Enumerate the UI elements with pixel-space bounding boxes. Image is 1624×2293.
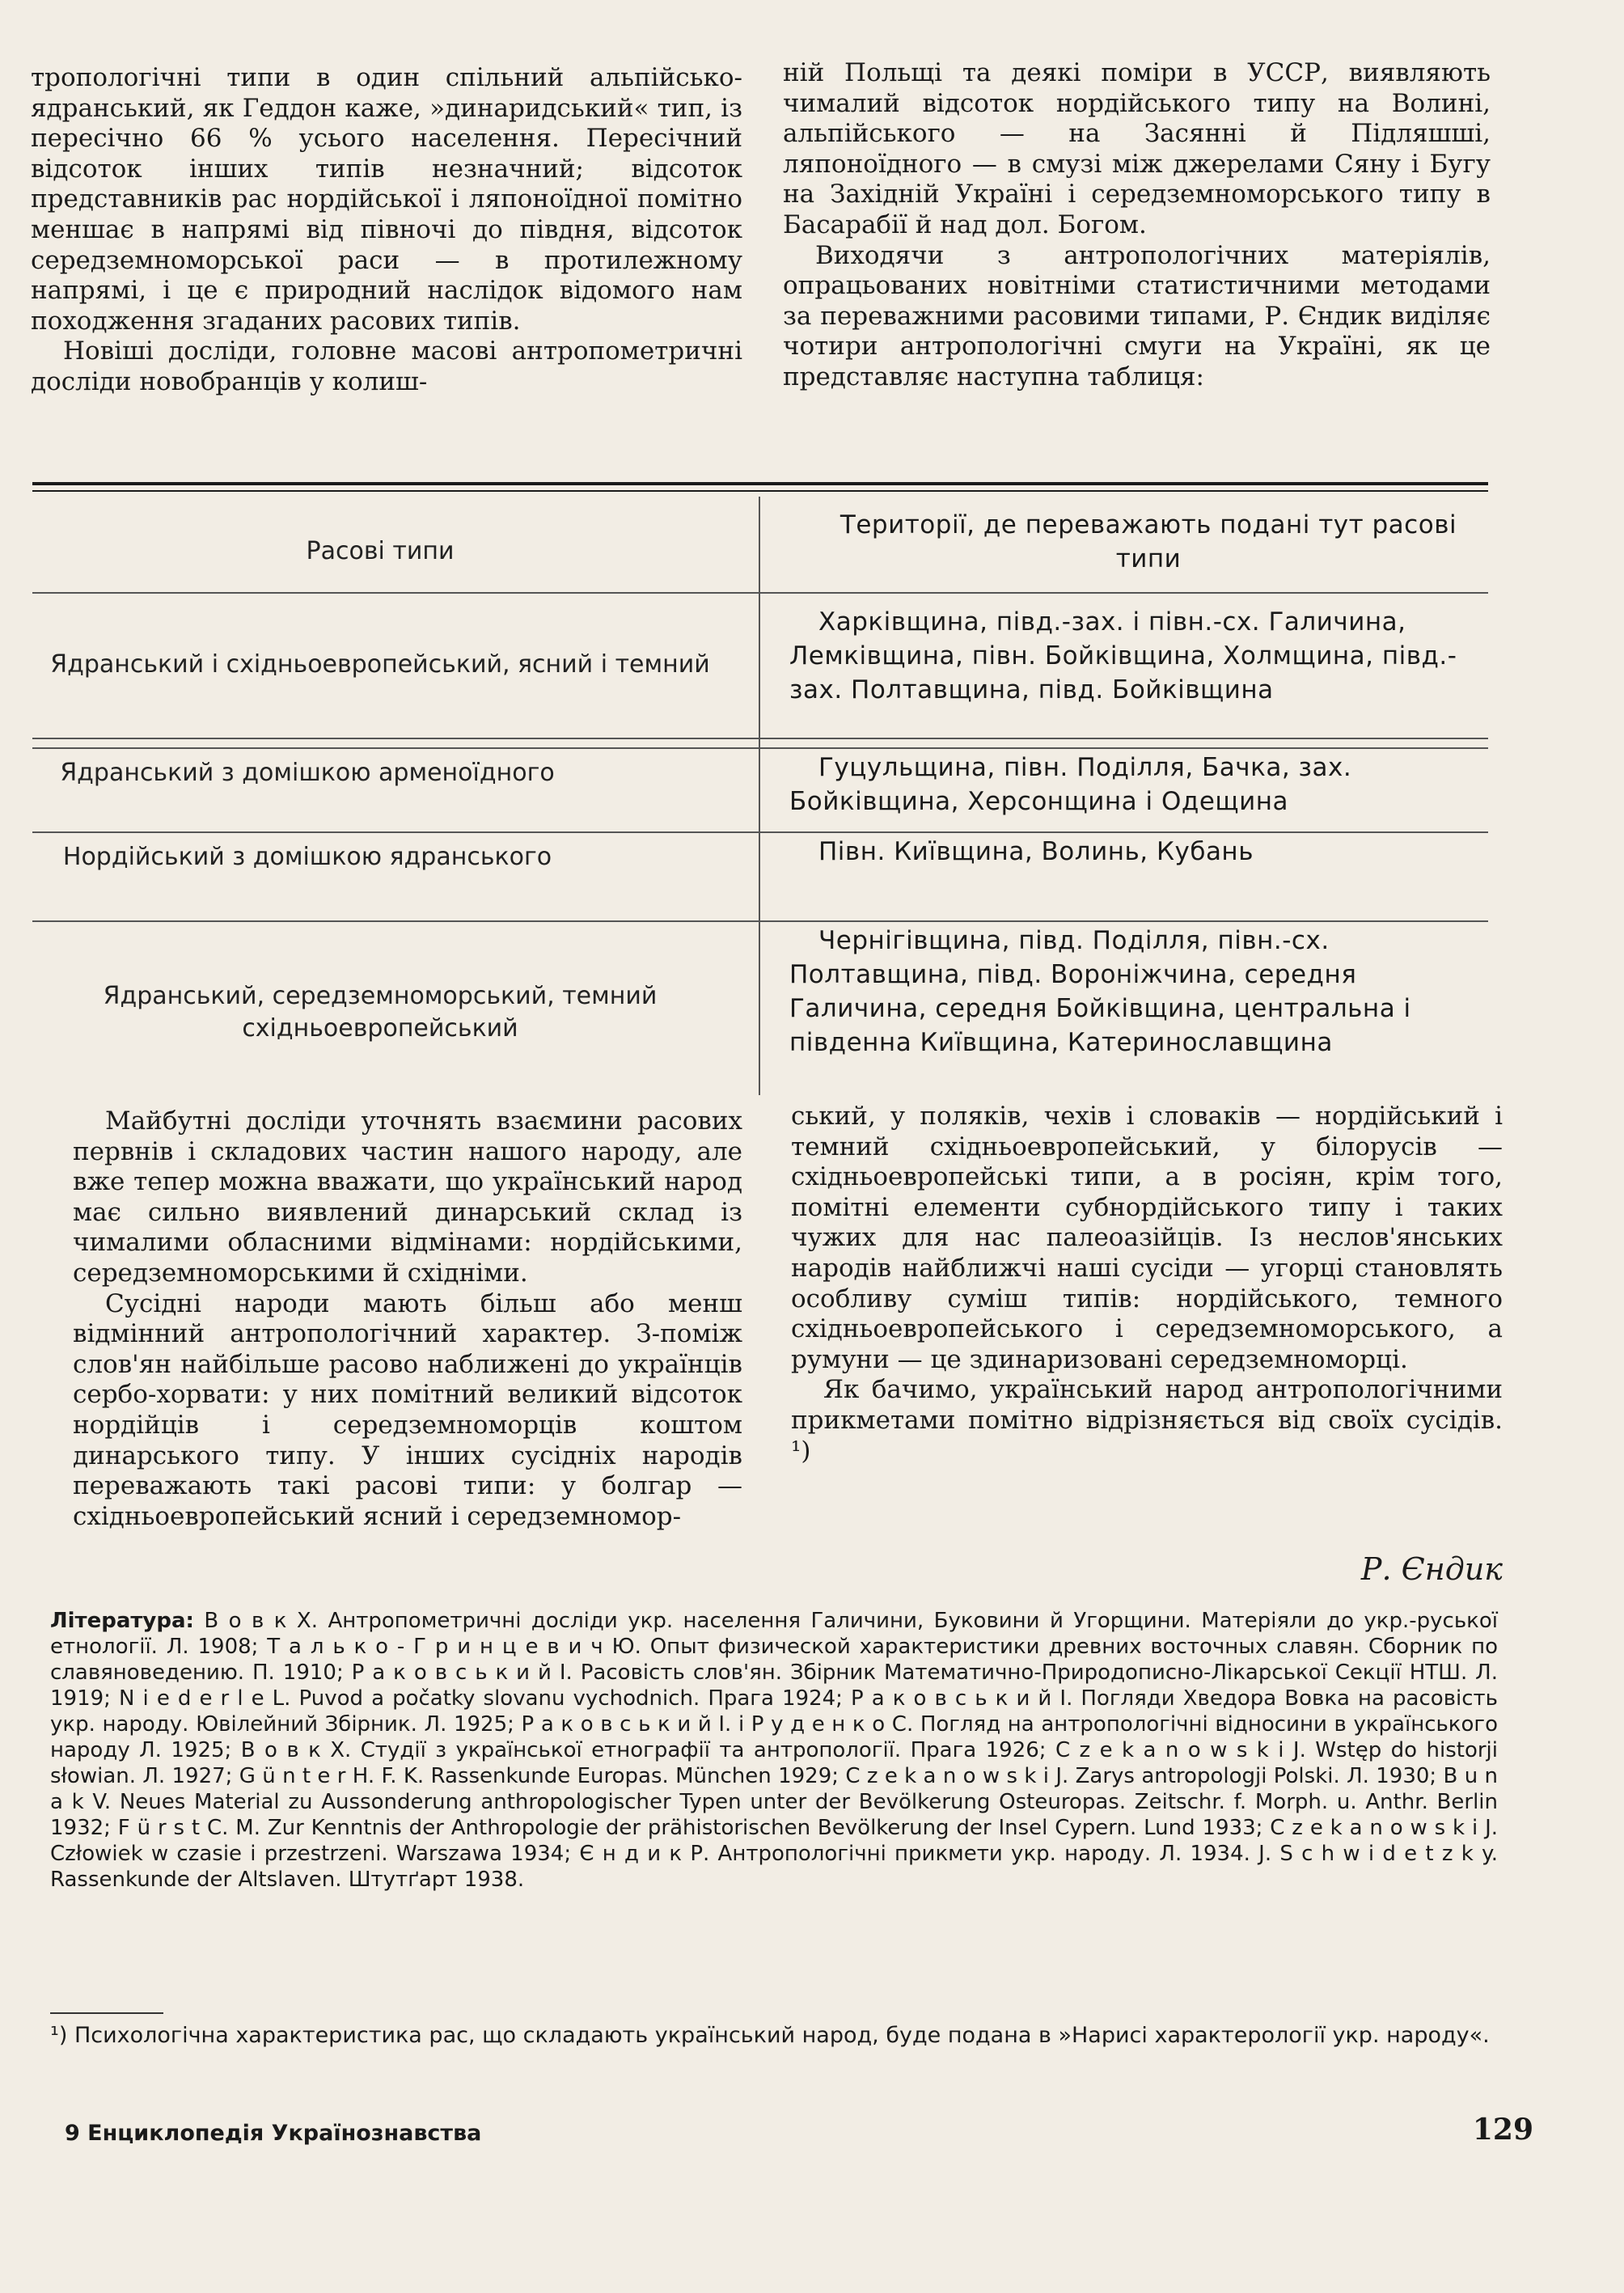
table-row-divider — [32, 747, 1488, 749]
paragraph: Майбутні досліди уточнять взаємини расових первнів і складових частин нашого народу, але вже тепер можна вважати, що український народ має сильно виявлений динарський склад із чималими обласними відмінами: нордійськими, середземноморськими й східніми. — [73, 1106, 742, 1288]
table-cell-race: Ядранський і східньоевропейський, ясний і темний — [50, 650, 710, 679]
text-column-top-left — [31, 63, 742, 398]
footer-publication: 9 Енциклопедія Українознавства — [65, 2121, 482, 2146]
text-column-top-right — [783, 58, 1491, 393]
table-row-divider — [32, 920, 1488, 922]
paragraph: Виходячи з антропологічних матеріялів, опрацьованих новітніми статистичними методами за переважними расовими типами, Р. Єндик виділяє чотири антропологічні смуги на Україні, як це представляє наступна таблиця: — [783, 240, 1491, 391]
literature-text: В о в к Х. Антропометричні досліди укр. населення Галичини, Буковини й Угорщини. Матеріяли до укр.-руської етнології. Л. 1908; Т а л ь к о - Г р и н ц е в и ч Ю. Опыт физической характеристики древних восточных славян. Сборник по славяноведению. П. 1910; Р а к о в с ь к и й І. Расовість слов'ян. Збірник Математично-Природописно-Лікарської Секції НТШ. Л. 1919; N i e d e r l e L. Puvod a počatky slovanu vychodnich. Прага 1924; Р а к о в с ь к и й І. Погляди Хведора Вовка на расовість укр. народу. Ювілейний Збірник. Л. 1925; Р а к о в с ь к и й І. і Р у д е н к о С. Погляд на антропологічні відносини в українського народу Л. 1925; В о в к Х. Студії з української етнографії та антропології. Прага 1926; C z e k a n o w s k i J. Wstęp do historji słowian. Л. 1927; G ü n t e r H. F. K. Rassenkunde Europas. München 1929; C z e k a n o w s k i J. Zarys antropologji Polski. Л. 1930; B u n a k V. Neues Material zu Aussonderung anthropologischer Typen unter der Bevölkerung Osteuropas. Zeitschr. f. Morph. u. Anthr. Berlin 1932; F ü r s t C. M. Zur Kenntnis der Anthropologie der prähistorischen Bevölkerung der Insel Cypern. Lund 1933; C z e k a n o w s k i J. Człowiek w czasie i przestrzeni. Warszawa 1934; Є н д и к Р. Антропологічні прикмети укр. народу. Л. 1934. J. S c h w i d e t z k y. Rassenkunde der Altslaven. Штутґарт 1938. — [50, 1609, 1499, 1892]
paragraph: Новіші досліди, головне масові антропометричні досліди новобранців у колиш- — [31, 336, 742, 396]
page-number: 129 — [1472, 2113, 1533, 2147]
paragraph: ній Польщі та деякі поміри в УССР, виявляють чималий відсоток нордійського типу на Волині, альпійського — на Засянні й Підляшші, ляпоноїдного — в смузі між джерелами Сяну і Бугу на Західній Україні і середземноморського типу в Басарабії й над дол. Богом. — [783, 58, 1491, 239]
paragraph: Сусідні народи мають більш або менш відмінний антропологічний характер. З-поміж слов'ян найбільше расово наближені до українців сербо-хорвати: у них помітний великий відсоток нордійців і середземноморців коштом динарського типу. У інших сусідніх народів переважають такі расові типи: у болгар — східньоевропейський ясний і середземномор- — [73, 1288, 742, 1531]
table-top-rule-thick — [32, 482, 1488, 485]
table-cell-race: Ядранський, середземноморський, темний східньоевропейський — [103, 982, 658, 1043]
table-row-divider — [32, 592, 1488, 594]
table-row-divider — [32, 738, 1488, 739]
text-column-bottom-right — [791, 1102, 1503, 1466]
table-cell-territory: Харківщина, півд.-зах. і півн.-сх. Галичина, Лемківщина, півн. Бойківщина, Холмщина, півд.-зах. Полтавщина, півд. Бойківщина — [789, 607, 1457, 704]
table-cell-territory: Півн. Київщина, Волинь, Кубань — [818, 837, 1254, 866]
table-top-rule-thin — [32, 490, 1488, 492]
literature-section — [50, 1608, 1498, 1893]
footnote: ¹) Психологічна характеристика рас, що складають український народ, буде подана в »Нарисі характерології укр. народу«. — [50, 2023, 1490, 2048]
table-cell-territory: Чернігівщина, півд. Поділля, півн.-сх. Полтавщина, півд. Вороніжчина, середня Галичина, середня Бойківщина, центральна і південна Київщина, Катеринославщина — [789, 926, 1411, 1057]
table-header-territory: Території, де переважають подані тут расові типи — [839, 510, 1457, 573]
literature-label: Література: — [50, 1609, 194, 1633]
table-column-divider — [759, 497, 760, 1095]
footnote-rule — [50, 2012, 163, 2014]
table-cell-territory: Гуцульщина, півн. Поділля, Бачка, зах. Бойківщина, Херсонщина і Одещина — [789, 753, 1352, 816]
paragraph: Як бачимо, український народ антропологічними прикметами помітно відрізняється від своїх сусідів. ¹) — [791, 1375, 1503, 1466]
table-row-divider — [32, 831, 1488, 833]
table-cell-race: Ядранський з домішкою арменоїдного — [60, 759, 555, 787]
table-header-race: Расові типи — [306, 537, 455, 565]
table-cell-race: Нордійський з домішкою ядранського — [62, 843, 552, 871]
author-signature: Р. Єндик — [1360, 1551, 1503, 1587]
paragraph: ський, у поляків, чехів і словаків — нордійський і темний східньоевропейський, у білорусів — східньоевропейські типи, а в росіян, крім того, помітні елементи субнордійського типу і таких чужих для нас палеоазійців. Із неслов'янських народів найближчі наші сусіди — угорці становлять особливу суміш типів: нордійського, темного східньоевропейського і середземноморського, а румуни — це здинаризовані середземноморці. — [791, 1102, 1503, 1374]
text-column-bottom-left — [73, 1106, 742, 1532]
paragraph: тропологічні типи в один спільний альпійсько-ядранський, як Геддон каже, »динаридський« тип, із пересічно 66 % усього населення. Пересічний відсоток інших типів незначний; відсоток представників рас нордійської і ляпоноїдної помітно меншає в напрямі від півночі до півдня, відсоток середземноморської раси — в протилежному напрямі, і це є природний наслідок відомого нам походження згаданих расових типів. — [31, 63, 742, 336]
